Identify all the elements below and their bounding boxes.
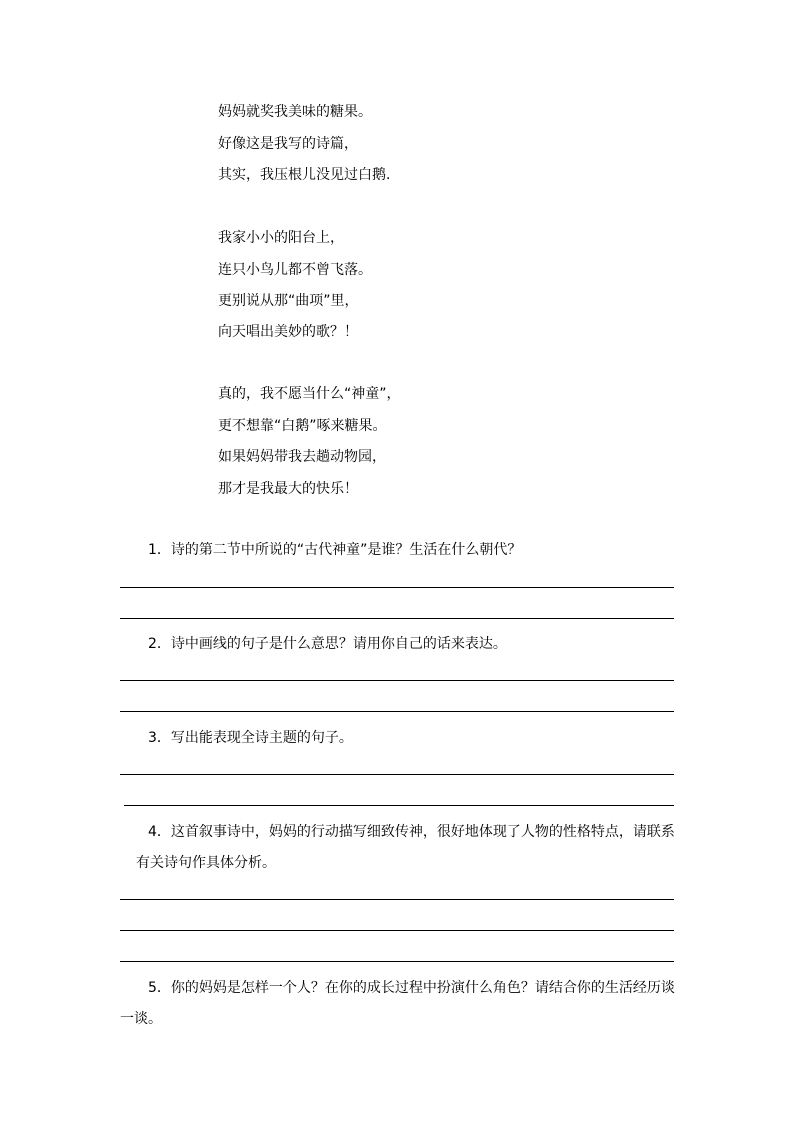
poem-line: 我家小小的阳台上，: [218, 230, 344, 246]
answer-line[interactable]: [120, 961, 674, 962]
answer-line[interactable]: [120, 680, 674, 681]
answer-line[interactable]: [120, 711, 674, 712]
poem-line: 更别说从那“曲项”里，: [218, 293, 359, 309]
poem-line: 那才是我最大的快乐！: [218, 481, 358, 497]
poem-line: 其实，我压根儿没见过白鹅.: [218, 167, 391, 183]
question-3-text: 3．写出能表现全诗主题的句子。: [148, 730, 353, 746]
answer-line[interactable]: [120, 930, 674, 931]
question-5-text: 5．你的妈妈是怎样一个人？在你的成长过程中扮演什么角色？请结合你的生活经历谈: [148, 980, 675, 996]
answer-line[interactable]: [120, 587, 674, 588]
question-5-text-continued: 一谈。: [120, 1011, 162, 1027]
question-2-text: 2．诗中画线的句子是什么意思？请用你自己的话来表达。: [148, 636, 507, 652]
poem-line: 真的，我不愿当什么“神童”，: [218, 386, 401, 402]
poem-line: 更不想靠“白鹅”啄来糖果。: [218, 418, 387, 434]
answer-line[interactable]: [120, 774, 674, 775]
poem-line: 向天唱出美妙的歌？！: [218, 324, 358, 340]
poem-line: 好像这是我写的诗篇，: [218, 136, 358, 152]
question-4-text-continued: 有关诗句作具体分析。: [136, 855, 276, 871]
answer-line[interactable]: [120, 618, 674, 619]
poem-line: 如果妈妈带我去趟动物园，: [218, 449, 386, 465]
poem-line: 妈妈就奖我美味的糖果。: [218, 104, 372, 120]
question-4-text: 4．这首叙事诗中，妈妈的行动描写细致传神，很好地体现了人物的性格特点，请联系: [148, 824, 675, 840]
question-1-text: 1．诗的第二节中所说的“古代神童”是谁？生活在什么朝代？: [148, 542, 522, 558]
answer-line[interactable]: [124, 805, 674, 806]
answer-line[interactable]: [120, 899, 674, 900]
poem-line: 连只小鸟儿都不曾飞落。: [218, 262, 372, 278]
